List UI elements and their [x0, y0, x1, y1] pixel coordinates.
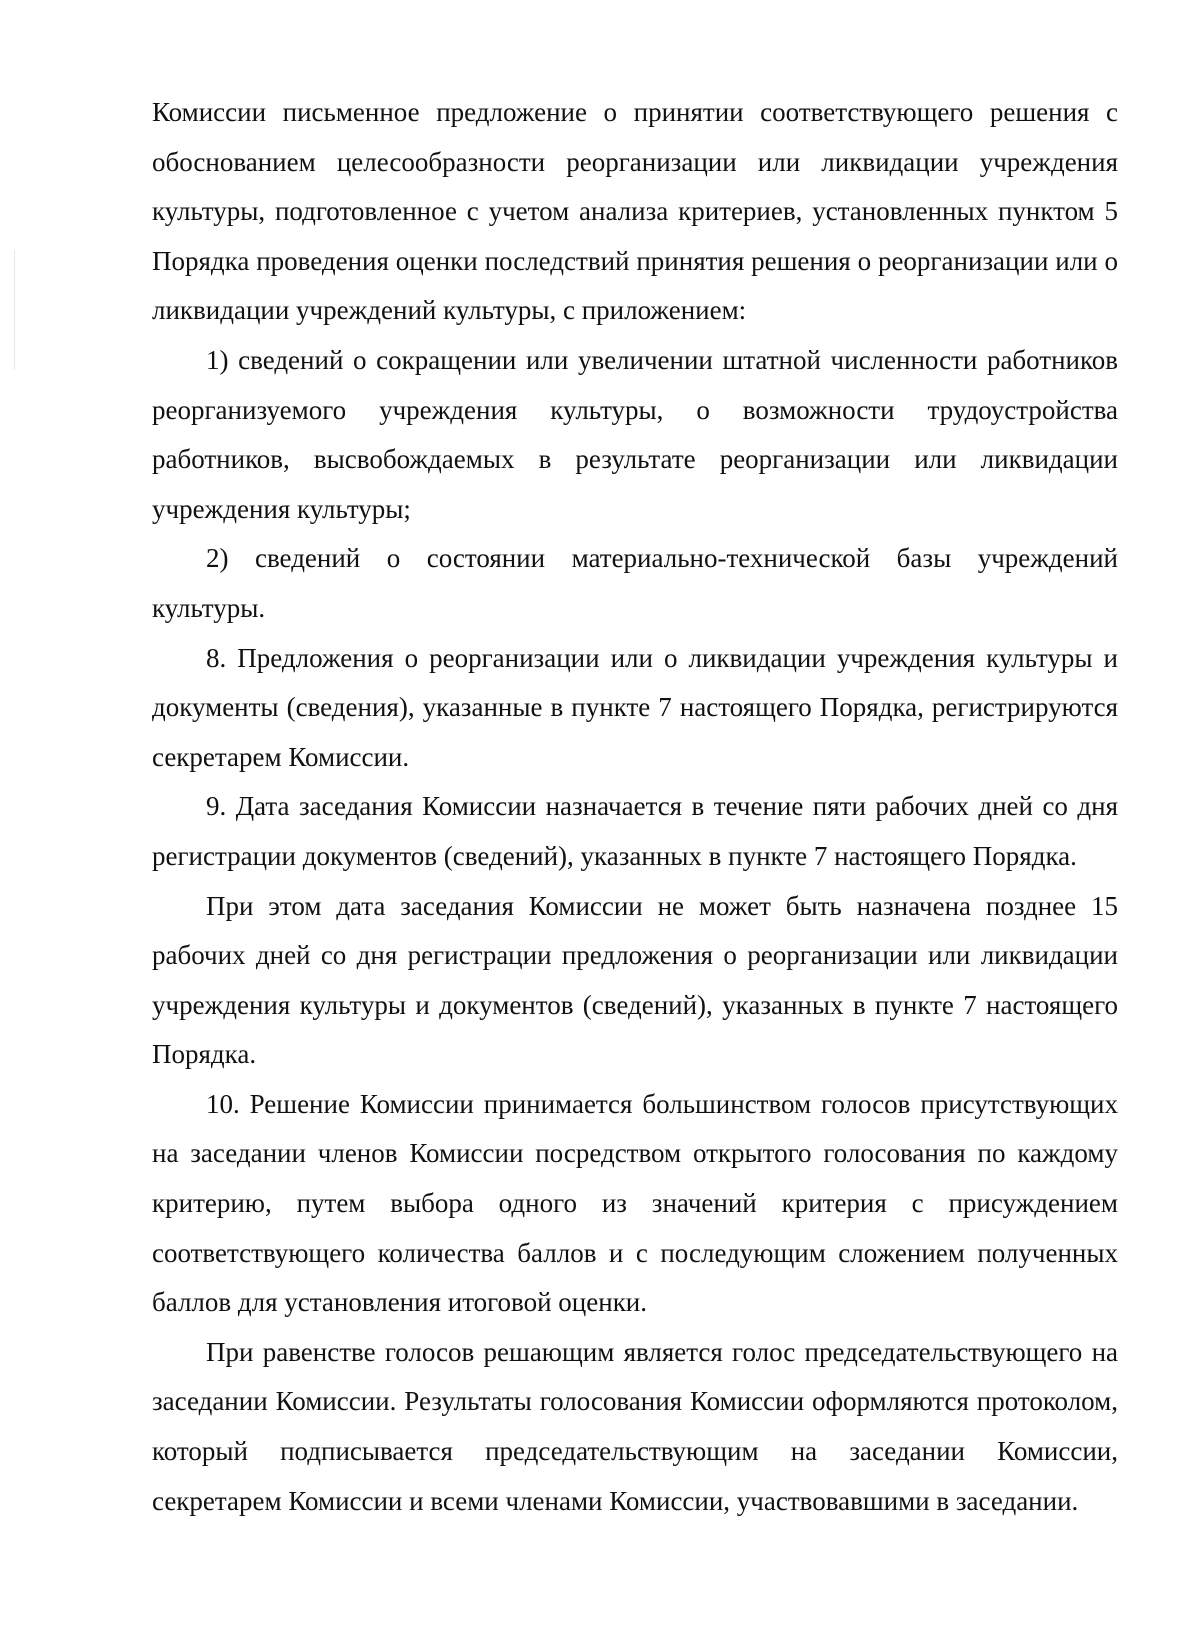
scan-artifact — [14, 250, 15, 370]
paragraph-clause-10: 10. Решение Комиссии принимается большинством голосов присутствующих на заседании членов Комиссии посредством открытого голосования по каждому критерию, путем выбора одного из значений критерия с присуждением соответствующего количества баллов и с последующим сложением полученных баллов для установления итоговой оценки. — [152, 1088, 1118, 1318]
paragraph-item-2: 2) сведений о состоянии материально-технической базы учреждений культуры. — [152, 543, 1118, 623]
paragraph-clause-9: 9. Дата заседания Комиссии назначается в течение пяти рабочих дней со дня регистрации документов (сведений), указанных в пункте 7 настоящего Порядка. — [152, 791, 1118, 871]
paragraph-clause-10-note: При равенстве голосов решающим является голос председательствующего на заседании Комиссии. Результаты голосования Комиссии оформляются протоколом, который подписывается председательствующим на заседании Комиссии, секретарем Комиссии и всеми членами Комиссии, участвовавшими в заседании. — [152, 1336, 1118, 1516]
paragraph-item-1: 1) сведений о сокращении или увеличении штатной численности работников реорганизуемого учреждения культуры, о возможности трудоустройства работников, высвобождаемых в результате реорганизации или ликвидации учреждения культуры; — [152, 344, 1118, 524]
paragraph-clause-8: 8. Предложения о реорганизации или о ликвидации учреждения культуры и документы (сведения), указанные в пункте 7 настоящего Порядка, регистрируются секретарем Комиссии. — [152, 642, 1118, 772]
document-body — [152, 88, 1118, 1526]
paragraph-intro: Комиссии письменное предложение о принятии соответствующего решения с обоснованием целесообразности реорганизации или ликвидации учреждения культуры, подготовленное с учетом анализа критериев, установленных пунктом 5 Порядка проведения оценки последствий принятия решения о реорганизации или о ликвидации учреждений культуры, с приложением: — [152, 97, 1118, 326]
paragraph-clause-9-note: При этом дата заседания Комиссии не может быть назначена позднее 15 рабочих дней со дня регистрации предложения о реорганизации или ликвидации учреждения культуры и документов (сведений), указанных в пункте 7 настоящего Порядка. — [152, 890, 1118, 1070]
